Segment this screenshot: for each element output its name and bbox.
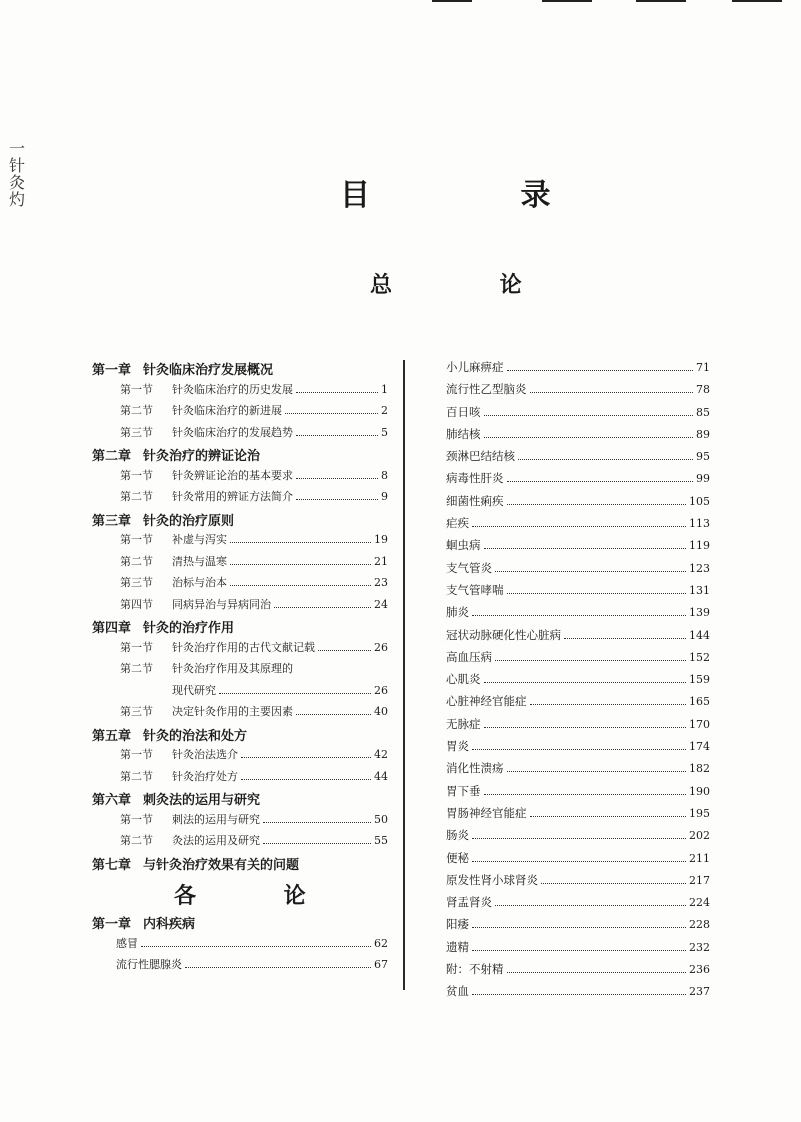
leader-dots xyxy=(484,415,694,416)
toc-entry[interactable]: 支气管哮喘 131 xyxy=(446,582,710,597)
toc-entry[interactable]: 便秘 211 xyxy=(446,850,710,865)
toc-entry[interactable]: 胃炎 174 xyxy=(446,739,710,754)
toc-entry[interactable]: 疟疾 113 xyxy=(446,516,710,531)
toc-entry[interactable]: 第一节 针灸临床治疗的历史发展 1 xyxy=(120,382,388,396)
leader-dots xyxy=(507,771,687,772)
leader-dots xyxy=(263,822,371,823)
leader-dots xyxy=(318,650,371,651)
leader-dots xyxy=(484,794,687,795)
toc-entry[interactable]: 贫血 237 xyxy=(446,984,710,999)
toc-entry[interactable]: 第三节 治标与治本 23 xyxy=(120,576,388,589)
leader-dots xyxy=(472,615,686,616)
leader-dots xyxy=(472,950,686,951)
leader-dots xyxy=(495,905,686,906)
toc-entry[interactable]: 第一节 刺法的运用与研究 50 xyxy=(120,812,388,826)
toc-entry[interactable]: 支气管炎 123 xyxy=(446,560,710,575)
leader-dots xyxy=(484,682,687,683)
leader-dots xyxy=(472,838,686,839)
toc-entry[interactable]: 百日咳 85 xyxy=(446,404,710,419)
toc-entry[interactable]: 第二节 针灸治疗作用及其原理的 xyxy=(120,662,293,675)
toc-entry[interactable]: 第二节 针灸常用的辨证方法简介 9 xyxy=(120,490,388,503)
toc-chapter[interactable]: 第一章 针灸临床治疗发展概况 xyxy=(92,363,274,378)
toc-entry[interactable]: 流行性腮腺炎 67 xyxy=(116,958,388,971)
leader-dots xyxy=(472,994,686,995)
leader-dots xyxy=(495,571,686,572)
toc-chapter[interactable]: 第二章 针灸治疗的辨证论治 xyxy=(92,449,261,464)
leader-dots xyxy=(530,704,687,705)
leader-dots xyxy=(285,413,378,414)
leader-dots xyxy=(230,585,371,586)
toc-chapter[interactable]: 第一章 内科疾病 xyxy=(92,917,196,932)
toc-entry[interactable]: 原发性肾小球肾炎 217 xyxy=(446,872,710,887)
toc-entry-continued[interactable]: 现代研究 26 xyxy=(172,683,388,697)
leader-dots xyxy=(495,660,686,661)
toc-entry[interactable]: 细菌性痢疾 105 xyxy=(446,493,710,508)
toc-entry[interactable]: 第一节 针灸治疗作用的古代文献记载 26 xyxy=(120,640,388,654)
leader-dots xyxy=(241,757,371,758)
toc-entry[interactable]: 附：不射精 236 xyxy=(446,962,710,977)
top-rule xyxy=(542,0,592,2)
toc-chapter[interactable]: 第三章 针灸的治疗原则 xyxy=(92,513,235,529)
leader-dots xyxy=(530,392,694,393)
leader-dots xyxy=(296,392,378,393)
leader-dots xyxy=(472,526,686,527)
leader-dots xyxy=(507,972,687,973)
leader-dots xyxy=(518,459,693,460)
toc-entry[interactable]: 消化性溃疡 182 xyxy=(446,761,710,776)
toc-chapter[interactable]: 第六章 刺灸法的运用与研究 xyxy=(92,793,261,808)
toc-entry[interactable]: 第三节 决定针灸作用的主要因素 40 xyxy=(120,705,388,718)
toc-entry[interactable]: 病毒性肝炎 99 xyxy=(446,471,710,486)
toc-chapter[interactable]: 第四章 针灸的治疗作用 xyxy=(92,621,235,636)
leader-dots xyxy=(484,437,694,438)
leader-dots xyxy=(507,504,687,505)
leader-dots xyxy=(472,927,686,928)
section-title-specific: 各 论 xyxy=(174,882,346,909)
leader-dots xyxy=(472,861,686,862)
leader-dots xyxy=(484,727,687,728)
toc-entry[interactable]: 第四节 同病异治与异病同治 24 xyxy=(120,597,388,611)
leader-dots xyxy=(185,967,371,968)
leader-dots xyxy=(296,435,378,436)
toc-entry[interactable]: 第三节 针灸临床治疗的发展趋势 5 xyxy=(120,425,388,439)
margin-handwriting: 一针灸灼 xyxy=(8,139,25,209)
leader-dots xyxy=(296,499,378,500)
toc-chapter[interactable]: 第七章 与针灸治疗效果有关的问题 xyxy=(92,857,300,873)
toc-entry[interactable]: 心肌炎 159 xyxy=(446,672,710,687)
leader-dots xyxy=(530,816,687,817)
leader-dots xyxy=(296,478,378,479)
toc-entry[interactable]: 肺结核 89 xyxy=(446,426,710,441)
toc-entry[interactable]: 流行性乙型脑炎 78 xyxy=(446,382,710,397)
toc-entry[interactable]: 冠状动脉硬化性心脏病 144 xyxy=(446,627,710,642)
toc-entry[interactable]: 感冒 62 xyxy=(116,936,388,950)
leader-dots xyxy=(296,714,371,715)
leader-dots xyxy=(507,593,687,594)
toc-entry[interactable]: 遗精 232 xyxy=(446,939,710,954)
toc-entry[interactable]: 高血压病 152 xyxy=(446,649,710,664)
top-rule xyxy=(732,0,782,2)
toc-left-column xyxy=(92,359,388,978)
leader-dots xyxy=(141,946,371,947)
top-rule xyxy=(432,0,472,2)
toc-entry[interactable]: 胃肠神经官能症 195 xyxy=(446,805,710,820)
toc-entry[interactable]: 阳痿 228 xyxy=(446,917,710,932)
leader-dots xyxy=(564,638,686,639)
toc-entry[interactable]: 第二节 灸法的运用及研究 55 xyxy=(120,834,388,847)
toc-entry[interactable]: 第二节 清热与温寒 21 xyxy=(120,554,388,568)
toc-entry[interactable]: 肠炎 202 xyxy=(446,828,710,843)
leader-dots xyxy=(241,779,371,780)
column-divider xyxy=(403,360,405,990)
toc-entry[interactable]: 第二节 针灸治疗处方 44 xyxy=(120,769,388,783)
toc-entry[interactable]: 胃下垂 190 xyxy=(446,783,710,798)
leader-dots xyxy=(219,693,371,694)
toc-entry[interactable]: 心脏神经官能症 165 xyxy=(446,694,710,709)
toc-right-column xyxy=(446,359,710,1006)
toc-entry[interactable]: 颈淋巴结结核 95 xyxy=(446,449,710,464)
toc-entry[interactable]: 第一节 针灸治法选介 42 xyxy=(120,748,388,761)
toc-entry[interactable]: 肾盂肾炎 224 xyxy=(446,895,710,910)
page-title: 目 录 xyxy=(340,178,621,213)
leader-dots xyxy=(274,607,371,608)
leader-dots xyxy=(507,370,694,371)
toc-entry[interactable]: 第一节 针灸辨证论治的基本要求 8 xyxy=(120,468,388,482)
leader-dots xyxy=(484,548,687,549)
toc-chapter[interactable]: 第五章 针灸的治法和处方 xyxy=(92,728,248,744)
leader-dots xyxy=(263,843,371,844)
leader-dots xyxy=(507,481,694,482)
toc-entry[interactable]: 第一节 补虚与泻实 19 xyxy=(120,533,388,546)
section-title-general: 总 论 xyxy=(370,272,572,298)
toc-entry[interactable]: 无脉症 170 xyxy=(446,716,710,731)
toc-entry[interactable]: 小儿麻痹症 71 xyxy=(446,360,710,374)
leader-dots xyxy=(230,542,371,543)
top-rule xyxy=(636,0,686,2)
toc-entry[interactable]: 蛔虫病 119 xyxy=(446,538,710,553)
leader-dots xyxy=(230,564,371,565)
toc-entry[interactable]: 第二节 针灸临床治疗的新进展 2 xyxy=(120,404,388,417)
toc-entry[interactable]: 肺炎 139 xyxy=(446,605,710,620)
leader-dots xyxy=(541,883,686,884)
leader-dots xyxy=(472,749,686,750)
